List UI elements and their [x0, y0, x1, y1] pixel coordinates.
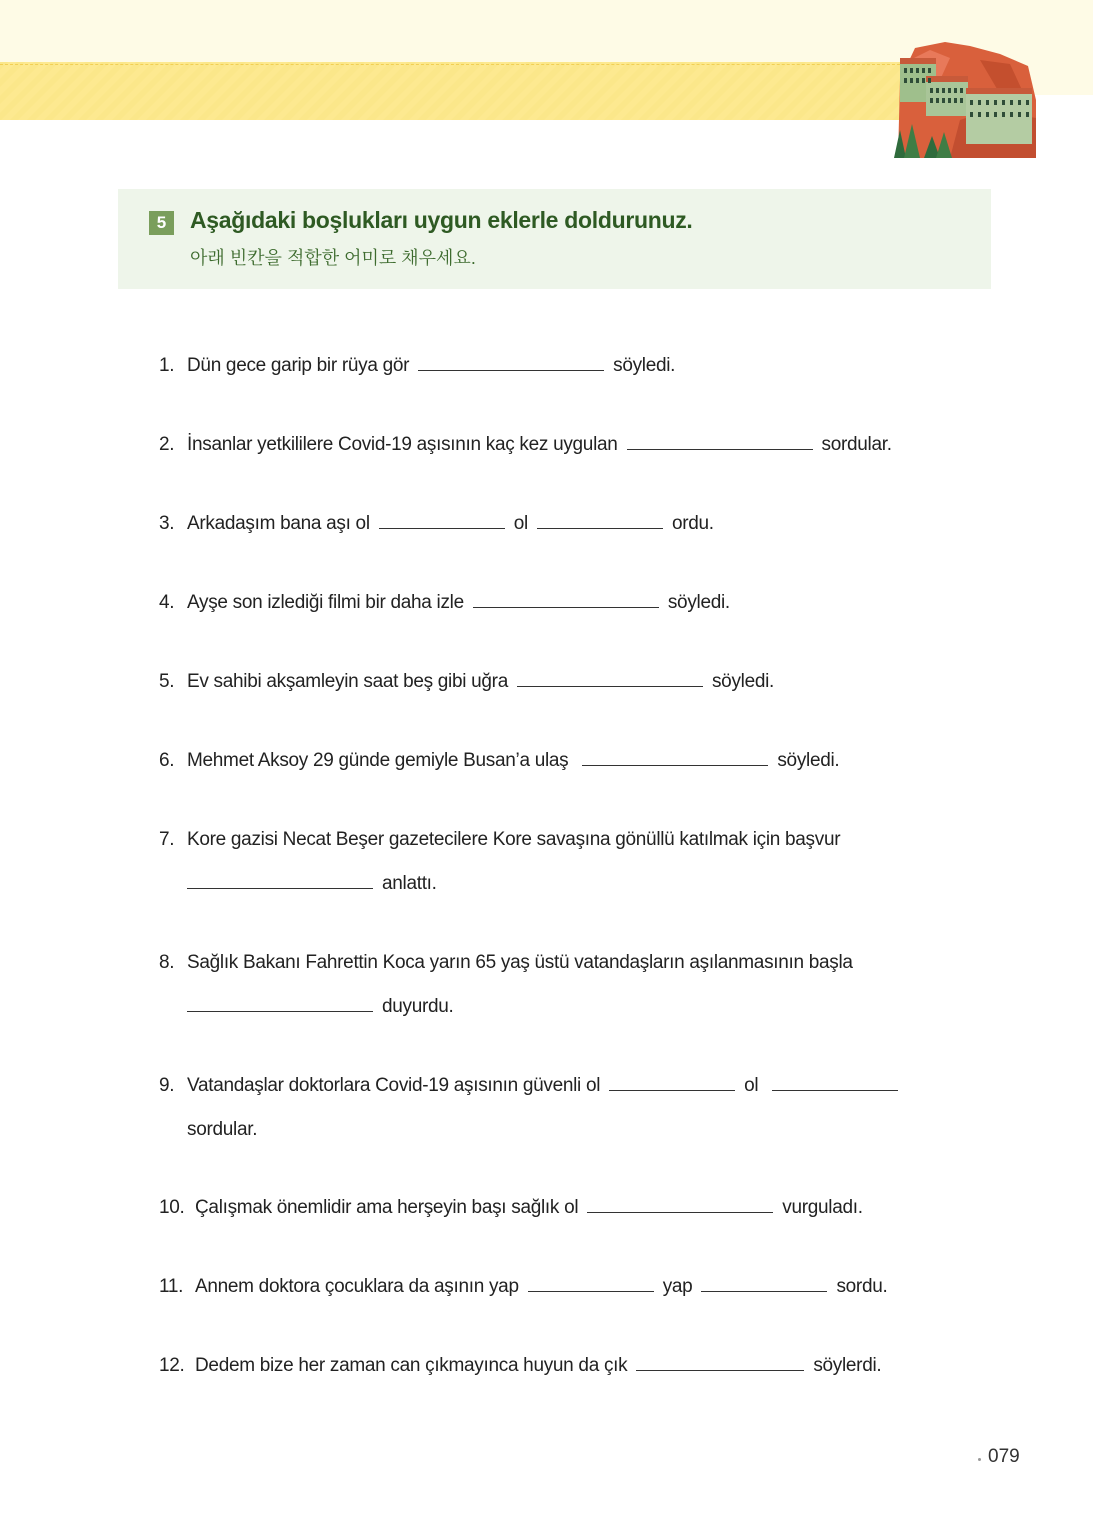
question-ending: söyledi.	[711, 671, 775, 692]
question-number: 9.	[159, 1075, 175, 1096]
question-number: 10.	[159, 1197, 185, 1218]
question-number: 11.	[159, 1276, 184, 1297]
question-middle: ol	[744, 1075, 759, 1096]
answer-blank[interactable]	[187, 1010, 373, 1012]
question-5	[159, 671, 774, 693]
stripe-dashed-line	[0, 64, 905, 65]
question-ending: duyurdu.	[382, 996, 454, 1017]
question-6	[159, 750, 839, 772]
exercise-title-ko: 아래 빈칸을 적합한 어미로 채우세요.	[190, 248, 476, 268]
question-ending: anlattı.	[382, 873, 437, 894]
question-ending: sordular.	[187, 1119, 258, 1140]
question-1	[159, 355, 675, 377]
question-7	[159, 829, 840, 851]
question-9	[159, 1075, 907, 1097]
answer-blank[interactable]	[537, 527, 663, 529]
question-text: Annem doktora çocuklara da aşının yap	[195, 1276, 519, 1297]
question-text: Sağlık Bakanı Fahrettin Koca yarın 65 yaş üstü vatandaşların aşılanmasının başla	[187, 952, 853, 973]
answer-blank[interactable]	[636, 1369, 804, 1371]
answer-blank[interactable]	[528, 1290, 654, 1292]
answer-blank[interactable]	[587, 1211, 773, 1213]
question-text: Arkadaşım bana aşı ol	[187, 513, 370, 534]
question-text: Kore gazisi Necat Beşer gazetecilere Kore savaşına gönüllü katılmak için başvur	[187, 829, 841, 850]
question-number: 8.	[159, 952, 175, 973]
answer-blank[interactable]	[609, 1089, 735, 1091]
header-stripe	[0, 62, 1010, 120]
question-ending: vurguladı.	[782, 1197, 863, 1218]
question-text: Çalışmak önemlidir ama herşeyin başı sağlık ol	[195, 1197, 579, 1218]
question-number: 1.	[159, 355, 175, 376]
question-10	[159, 1197, 863, 1219]
question-number: 3.	[159, 513, 175, 534]
question-number: 4.	[159, 592, 175, 613]
question-ending: söyledi.	[777, 750, 840, 771]
answer-blank[interactable]	[772, 1089, 898, 1091]
question-8-continued	[187, 996, 454, 1018]
question-text: Dedem bize her zaman can çıkmayınca huyun da çık	[195, 1355, 628, 1376]
question-number: 7.	[159, 829, 175, 850]
question-number: 5.	[159, 671, 175, 692]
question-9-continued	[187, 1119, 257, 1141]
answer-blank[interactable]	[379, 527, 505, 529]
question-4	[159, 592, 730, 614]
question-text: Ev sahibi akşamleyin saat beş gibi uğra	[187, 671, 508, 692]
question-ending: söyledi.	[667, 592, 730, 613]
question-number: 12.	[159, 1355, 185, 1376]
question-text: Vatandaşlar doktorlara Covid-19 aşısının güvenli ol	[187, 1075, 601, 1096]
question-text: Ayşe son izlediği filmi bir daha izle	[187, 592, 464, 613]
answer-blank[interactable]	[701, 1290, 827, 1292]
question-ending: sordu.	[836, 1276, 888, 1297]
question-text: Dün gece garip bir rüya gör	[187, 355, 410, 376]
answer-blank[interactable]	[627, 448, 813, 450]
question-ending: ordu.	[671, 513, 714, 534]
exercise-number-badge: 5	[149, 211, 174, 235]
question-11	[159, 1276, 887, 1298]
question-number: 2.	[159, 434, 175, 455]
question-ending: sordular.	[821, 434, 892, 455]
answer-blank[interactable]	[187, 887, 373, 889]
page-number: 079	[988, 1446, 1020, 1467]
question-ending: söylerdi.	[813, 1355, 882, 1376]
exercise-header-box	[118, 189, 991, 289]
question-3	[159, 513, 714, 535]
question-text: Mehmet Aksoy 29 günde gemiyle Busan’a ulaş	[187, 750, 569, 771]
question-12	[159, 1355, 881, 1377]
answer-blank[interactable]	[582, 764, 768, 766]
question-7-continued	[187, 873, 437, 895]
question-middle: ol	[513, 513, 528, 534]
question-middle: yap	[662, 1276, 693, 1297]
question-number: 6.	[159, 750, 175, 771]
question-ending: söyledi.	[613, 355, 676, 376]
monastery-cliff-illustration	[890, 40, 1036, 158]
answer-blank[interactable]	[418, 369, 604, 371]
page-dot	[978, 1458, 981, 1461]
answer-blank[interactable]	[517, 685, 703, 687]
question-8	[159, 952, 853, 974]
question-2	[159, 434, 892, 456]
answer-blank[interactable]	[473, 606, 659, 608]
exercise-title-tr: Aşağıdaki boşlukları uygun eklerle doldurunuz.	[190, 207, 693, 233]
question-text: İnsanlar yetkililere Covid-19 aşısının kaç kez uygulan	[187, 434, 618, 455]
